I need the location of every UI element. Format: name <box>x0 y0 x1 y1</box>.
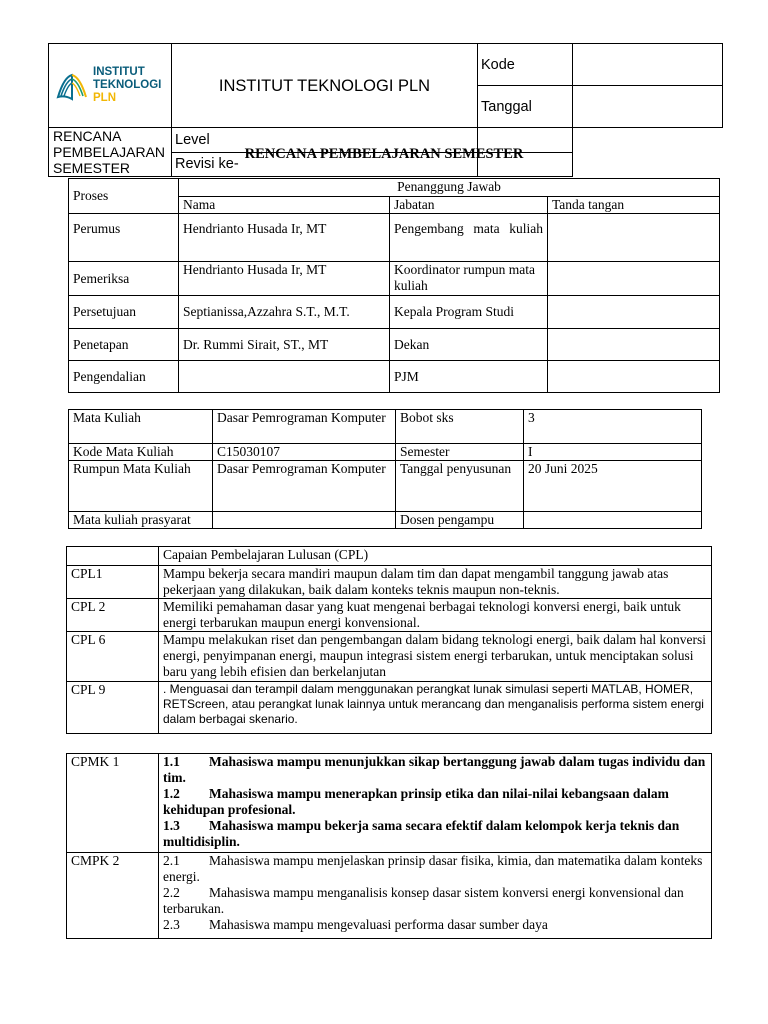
cpmk-code: CPMK 1 <box>67 754 159 853</box>
row-ttd <box>548 262 720 296</box>
field-label-level: Level <box>172 128 478 153</box>
proses-header: Proses <box>69 179 179 214</box>
table-row <box>67 754 712 853</box>
institution-logo <box>53 44 167 127</box>
cpl-code: CPL 9 <box>67 682 159 734</box>
row-jabatan: PJM <box>390 361 548 393</box>
point-text: Mahasiswa mampu menganalisis konsep dasar sistem konversi energi konvensional dan terbarukan. <box>163 885 684 916</box>
tanggal-penyusunan-label: Tanggal penyusunan <box>396 461 524 512</box>
row-nama <box>179 361 390 393</box>
semester-value: I <box>524 444 702 461</box>
mata-kuliah-value: Dasar Pemrograman Komputer <box>213 410 396 444</box>
row-jabatan: Dekan <box>390 329 548 361</box>
row-nama: Dr. Rummi Sirait, ST., MT <box>179 329 390 361</box>
field-label-revisi: Revisi ke- <box>172 152 478 177</box>
row-nama: Hendrianto Husada Ir, MT <box>179 214 390 262</box>
table-row <box>69 329 720 361</box>
point-number: 1.3 <box>163 818 180 833</box>
row-ttd <box>548 214 720 262</box>
cpmk-point <box>163 786 707 818</box>
point-text: Mahasiswa mampu mengevaluasi performa dasar sumber daya <box>209 917 548 932</box>
table-row <box>69 214 720 262</box>
row-proses: Persetujuan <box>69 296 179 329</box>
table-row <box>67 682 712 734</box>
prasyarat-label: Mata kuliah prasyarat <box>69 512 213 529</box>
point-text: Mahasiswa mampu menjelaskan prinsip dasar fisika, kimia, dan matematika dalam konteks energi. <box>163 853 703 884</box>
table-row <box>67 599 712 632</box>
cpmk-point <box>163 917 707 933</box>
table-row <box>67 853 712 939</box>
field-value-tanggal <box>573 86 723 128</box>
mata-kuliah-label: Mata Kuliah <box>69 410 213 444</box>
cpl-code: CPL1 <box>67 566 159 599</box>
cpmk-point <box>163 754 707 786</box>
cpl-code: CPL 2 <box>67 599 159 632</box>
point-text: Mahasiswa mampu bekerja sama secara efektif dalam kelompok kerja teknis dan multidisiplin. <box>163 818 680 849</box>
field-value-kode <box>573 44 723 86</box>
cpmk-table <box>66 753 712 939</box>
point-text: Mahasiswa mampu menunjukkan sikap bertanggung jawab dalam tugas individu dan tim. <box>163 754 706 785</box>
responsibility-table <box>68 178 720 393</box>
rumpun-value: Dasar Pemrograman Komputer <box>213 461 396 512</box>
table-row <box>67 566 712 599</box>
cpmk-code: CMPK 2 <box>67 853 159 939</box>
row-jabatan: Koordinator rumpun mata kuliah <box>390 262 548 296</box>
point-text: Mahasiswa mampu menerapkan prinsip etika dan nilai-nilai kebangsaan dalam kehidupan profesional. <box>163 786 669 817</box>
nama-header: Nama <box>179 197 390 214</box>
row-ttd <box>548 329 720 361</box>
document-type: RENCANA PEMBELAJARAN SEMESTER <box>49 128 172 177</box>
row-jabatan: Kepala Program Studi <box>390 296 548 329</box>
point-number: 2.1 <box>163 853 180 868</box>
cpl-table <box>66 546 712 734</box>
document-title: RENCANA PEMBELAJARAN SEMESTER <box>244 146 524 162</box>
kode-mk-value: C15030107 <box>213 444 396 461</box>
cpl-text: . Menguasai dan terampil dalam menggunakan perangkat lunak simulasi seperti MATLAB, HOMER, RETScreen, atau perangkat lunak lainnya untuk merancang dan menganalisis performa sistem energi dalam berbagai skenario. <box>159 682 712 734</box>
penanggung-jawab-header: Penanggung Jawab <box>179 179 720 197</box>
point-number: 1.2 <box>163 786 180 801</box>
cpmk-point <box>163 853 707 885</box>
cpmk-point <box>163 885 707 917</box>
tanda-tangan-header: Tanda tangan <box>548 197 720 214</box>
row-nama: Septianissa,Azzahra S.T., M.T. <box>179 296 390 329</box>
dosen-pengampu-label: Dosen pengampu <box>396 512 524 529</box>
course-info-table <box>68 409 702 529</box>
cpl-text: Memiliki pemahaman dasar yang kuat mengenai berbagai teknologi konversi energi, baik untuk energi terbarukan maupun energi konvensional. <box>159 599 712 632</box>
cpl-header: Capaian Pembelajaran Lulusan (CPL) <box>159 547 712 566</box>
row-ttd <box>548 296 720 329</box>
prasyarat-value <box>213 512 396 529</box>
logo-line-3: PLN <box>93 92 116 104</box>
institution-name: INSTITUT TEKNOLOGI PLN <box>172 44 478 128</box>
bobot-sks-value: 3 <box>524 410 702 444</box>
logo-line-2: TEKNOLOGI <box>93 79 162 91</box>
point-number: 1.1 <box>163 754 180 769</box>
cpmk-points <box>159 853 712 939</box>
rumpun-label: Rumpun Mata Kuliah <box>69 461 213 512</box>
row-jabatan: Pengembang mata kuliah <box>390 214 548 262</box>
cpl-text: Mampu melakukan riset dan pengembangan dalam bidang teknologi energi, baik dalam hal konversi energi, penyimpanan energi, maupun integrasi sistem energi terbarukan, untuk menciptakan solusi baru yang lebih efisien dan berkelanjutan <box>159 632 712 682</box>
logo-line-1: INSTITUT <box>93 66 145 78</box>
table-row <box>67 632 712 682</box>
logo-cell <box>49 44 172 128</box>
cpl-code: CPL 6 <box>67 632 159 682</box>
row-proses: Pemeriksa <box>69 262 179 296</box>
row-nama: Hendrianto Husada Ir, MT <box>179 262 390 296</box>
cpl-text: Mampu bekerja secara mandiri maupun dalam tim dan dapat mengambil tanggung jawab atas pekerjaan yang dilakukan, baik dalam konteks teknis maupun non-teknis. <box>159 566 712 599</box>
field-label-tanggal: Tanggal <box>478 86 573 128</box>
point-number: 2.3 <box>163 917 180 932</box>
row-ttd <box>548 361 720 393</box>
table-row <box>69 296 720 329</box>
cpmk-point <box>163 818 707 850</box>
row-proses: Pengendalian <box>69 361 179 393</box>
field-label-kode: Kode <box>478 44 573 86</box>
table-row <box>69 262 720 296</box>
jabatan-header: Jabatan <box>390 197 548 214</box>
table-row <box>69 361 720 393</box>
point-number: 2.2 <box>163 885 180 900</box>
bobot-sks-label: Bobot sks <box>396 410 524 444</box>
kode-mk-label: Kode Mata Kuliah <box>69 444 213 461</box>
row-proses: Perumus <box>69 214 179 262</box>
semester-label: Semester <box>396 444 524 461</box>
tanggal-penyusunan-value: 20 Juni 2025 <box>524 461 702 512</box>
dosen-pengampu-value <box>524 512 702 529</box>
row-proses: Penetapan <box>69 329 179 361</box>
logo-book-icon <box>55 69 89 103</box>
cpmk-points <box>159 754 712 853</box>
